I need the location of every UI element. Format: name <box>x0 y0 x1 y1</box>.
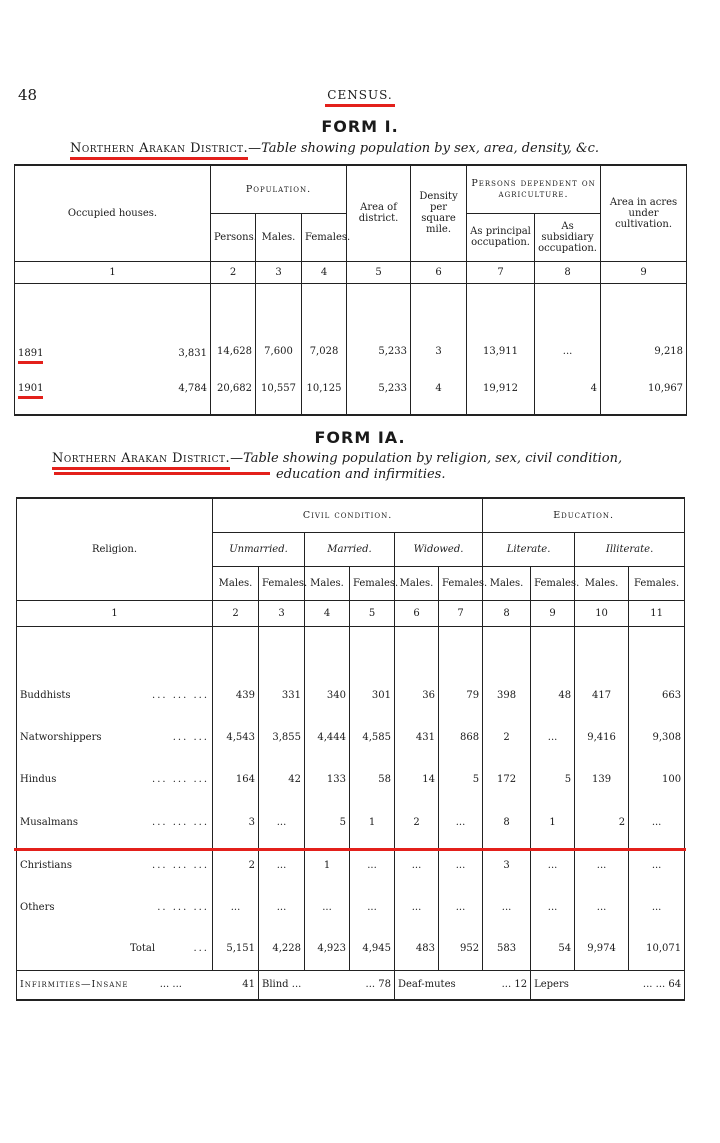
cell-value: 2 <box>213 844 259 886</box>
dependent-header: Persons dependent on agriculture. <box>467 165 601 213</box>
religion-header: Religion. <box>17 498 213 600</box>
density-value: 3 <box>411 303 467 363</box>
column-number: 6 <box>395 600 439 626</box>
cell-value: 5,151 <box>213 928 259 970</box>
cell-value: 3 <box>213 800 259 844</box>
cell-value: 331 <box>259 674 305 716</box>
infirmities-label: Infirmities—Insane <box>20 979 129 991</box>
cell-value: ... <box>531 886 575 928</box>
population-header: Population. <box>211 165 347 213</box>
form1-district: Northern Arakan District. <box>70 141 248 160</box>
cell-value: ... <box>350 844 395 886</box>
column-number: 7 <box>467 261 535 283</box>
form1-title: FORM I. <box>321 117 399 136</box>
cell-value: 952 <box>439 928 483 970</box>
cell-value: 4,228 <box>259 928 305 970</box>
cell-value: ... <box>629 800 685 844</box>
principal-value: 19,912 <box>467 363 535 415</box>
cell-value: 14 <box>395 758 439 800</box>
subsidiary-header: As subsidiary occupation. <box>535 213 601 261</box>
cell-value: ... <box>259 800 305 844</box>
annotation-underline <box>14 848 686 851</box>
dot-leader: ... ... ... <box>152 816 209 828</box>
cell-value: ... <box>483 886 531 928</box>
year-label: 1901 <box>18 383 43 399</box>
dot-leader: ... <box>193 943 209 955</box>
females-header: Females. <box>302 213 347 261</box>
cell-value: ... <box>259 886 305 928</box>
widowed-header: Widowed. <box>395 532 483 566</box>
cell-value: ... <box>439 886 483 928</box>
females-value: 10,125 <box>302 363 347 415</box>
occupied-houses-header: Occupied houses. <box>15 165 211 261</box>
dot-leader: ... <box>501 979 512 991</box>
religion-label: Hindus <box>20 773 57 785</box>
cultivation-value: 9,218 <box>601 303 687 363</box>
religion-label: Musalmans <box>20 816 78 828</box>
form1a-district: Northern Arakan District. <box>52 451 230 470</box>
dot-leader: ... ... <box>642 979 666 991</box>
column-number: 5 <box>347 261 411 283</box>
table-row <box>17 758 685 800</box>
dot-leader: ... <box>365 979 376 991</box>
males-header: Males. <box>575 566 629 600</box>
cultivation-header: Area in acres under cultivation. <box>601 165 687 261</box>
cell-value: 58 <box>350 758 395 800</box>
column-number: 10 <box>575 600 629 626</box>
form1-caption <box>70 141 599 156</box>
running-title: CENSUS. <box>0 88 720 102</box>
year-label: 1891 <box>18 348 43 364</box>
cell-value: 663 <box>629 674 685 716</box>
cell-value: 2 <box>395 800 439 844</box>
form1a-table <box>16 497 685 1001</box>
cell-value: 340 <box>305 674 350 716</box>
cell-value: ... <box>531 844 575 886</box>
religion-label: Christians <box>20 859 72 871</box>
cell-value: 3,855 <box>259 716 305 758</box>
table-row <box>17 716 685 758</box>
column-number: 3 <box>259 600 305 626</box>
dot-leader: ... ... ... <box>152 689 209 701</box>
dot-leader: .. ... ... <box>157 901 209 913</box>
religion-label: Buddhists <box>20 689 71 701</box>
page-number: 48 <box>18 86 38 104</box>
females-header: Females. <box>259 566 305 600</box>
cell-value: 139 <box>575 758 629 800</box>
form1a-description-line2: education and infirmities. <box>276 467 446 482</box>
unmarried-header: Unmarried. <box>213 532 305 566</box>
lepers-value: 64 <box>668 979 682 991</box>
cell-value: 439 <box>213 674 259 716</box>
civil-condition-header: Civil condition. <box>213 498 483 532</box>
cell-value: 4,444 <box>305 716 350 758</box>
table-row <box>17 886 685 928</box>
cell-value: 9,974 <box>575 928 629 970</box>
column-number: 2 <box>211 261 256 283</box>
annotation-underline <box>54 472 270 475</box>
cell-value: ... <box>395 886 439 928</box>
males-header: Males. <box>256 213 302 261</box>
cell-value: 301 <box>350 674 395 716</box>
total-label: Total <box>130 943 156 955</box>
column-number: 7 <box>439 600 483 626</box>
cell-value: 100 <box>629 758 685 800</box>
cell-value: 4,923 <box>305 928 350 970</box>
cell-value: ... <box>213 886 259 928</box>
cell-value: 583 <box>483 928 531 970</box>
cell-value: 2 <box>483 716 531 758</box>
column-number: 5 <box>350 600 395 626</box>
table-row <box>15 363 687 415</box>
form1a-caption <box>52 451 622 483</box>
persons-value: 14,628 <box>211 303 256 363</box>
males-header: Males. <box>395 566 439 600</box>
cell-value: ... <box>575 844 629 886</box>
area-value: 5,233 <box>347 303 411 363</box>
cell-value: ... <box>305 886 350 928</box>
houses-value: 3,831 <box>178 348 207 359</box>
column-number: 11 <box>629 600 685 626</box>
column-number: 3 <box>256 261 302 283</box>
column-number: 6 <box>411 261 467 283</box>
cell-value: ... <box>259 844 305 886</box>
column-number: 8 <box>535 261 601 283</box>
cell-value: 8 <box>483 800 531 844</box>
table-row <box>17 674 685 716</box>
cell-value: ... <box>575 886 629 928</box>
cell-value: 398 <box>483 674 531 716</box>
males-header: Males. <box>305 566 350 600</box>
females-header: Females. <box>350 566 395 600</box>
cell-value: 48 <box>531 674 575 716</box>
cell-value: 42 <box>259 758 305 800</box>
cell-value: 868 <box>439 716 483 758</box>
form1-description: —Table showing population by sex, area, density, &c. <box>248 141 600 156</box>
cell-value: 3 <box>483 844 531 886</box>
area-value: 5,233 <box>347 363 411 415</box>
cell-value: 431 <box>395 716 439 758</box>
cell-value: 172 <box>483 758 531 800</box>
subsidiary-value: ... <box>535 303 601 363</box>
column-number: 1 <box>15 261 211 283</box>
cell-value: 5 <box>531 758 575 800</box>
subsidiary-value: 4 <box>535 363 601 415</box>
cell-value: 4,543 <box>213 716 259 758</box>
cell-value: 79 <box>439 674 483 716</box>
dot-leader: ... ... ... <box>152 773 209 785</box>
deaf-mutes-label: Deaf-mutes <box>398 979 456 991</box>
cell-value: 10,071 <box>629 928 685 970</box>
males-header: Males. <box>483 566 531 600</box>
cell-value: 1 <box>531 800 575 844</box>
cell-value: 9,416 <box>575 716 629 758</box>
dot-leader: ... ... <box>172 731 209 743</box>
column-number: 2 <box>213 600 259 626</box>
cell-value: 5 <box>439 758 483 800</box>
dot-leader: ... ... ... <box>152 859 209 871</box>
cell-value: ... <box>629 844 685 886</box>
cell-value: ... <box>629 886 685 928</box>
cell-value: ... <box>439 800 483 844</box>
married-header: Married. <box>305 532 395 566</box>
cell-value: 417 <box>575 674 629 716</box>
cell-value: 164 <box>213 758 259 800</box>
females-header: Females. <box>629 566 685 600</box>
form1a-title: FORM IA. <box>314 428 406 447</box>
column-number: 9 <box>601 261 687 283</box>
cultivation-value: 10,967 <box>601 363 687 415</box>
infirmities-row <box>17 970 685 1000</box>
insane-value: 41 <box>242 979 255 991</box>
persons-header: Persons. <box>211 213 256 261</box>
cell-value: 4,585 <box>350 716 395 758</box>
form1-table <box>14 164 687 416</box>
cell-value: 5 <box>305 800 350 844</box>
cell-value: ... <box>531 716 575 758</box>
religion-label: Others <box>20 901 55 913</box>
education-header: Education. <box>483 498 685 532</box>
table-row <box>17 800 685 844</box>
form1a-description-line1: —Table showing population by religion, sex, civil condition, <box>230 451 623 466</box>
density-value: 4 <box>411 363 467 415</box>
column-number: 4 <box>302 261 347 283</box>
cell-value: ... <box>350 886 395 928</box>
column-number: 4 <box>305 600 350 626</box>
principal-value: 13,911 <box>467 303 535 363</box>
density-header: Density per square mile. <box>411 165 467 261</box>
cell-value: 2 <box>575 800 629 844</box>
principal-header: As principal occupation. <box>467 213 535 261</box>
cell-value: 1 <box>350 800 395 844</box>
males-value: 10,557 <box>256 363 302 415</box>
cell-value: 133 <box>305 758 350 800</box>
cell-value: 483 <box>395 928 439 970</box>
column-number: 9 <box>531 600 575 626</box>
column-number: 1 <box>17 600 213 626</box>
blind-label: Blind ... <box>262 979 302 991</box>
religion-label: Natworshippers <box>20 731 102 743</box>
cell-value: ... <box>395 844 439 886</box>
cell-value: 1 <box>305 844 350 886</box>
cell-value: 36 <box>395 674 439 716</box>
cell-value: 54 <box>531 928 575 970</box>
females-header: Females. <box>531 566 575 600</box>
dot-leader: ... ... <box>159 979 182 991</box>
cell-value: ... <box>439 844 483 886</box>
males-value: 7,600 <box>256 303 302 363</box>
illiterate-header: Illiterate. <box>575 532 685 566</box>
area-header: Area of district. <box>347 165 411 261</box>
table-row <box>15 303 687 363</box>
column-number: 8 <box>483 600 531 626</box>
females-header: Females. <box>439 566 483 600</box>
cell-value: 9,308 <box>629 716 685 758</box>
cell-value: 4,945 <box>350 928 395 970</box>
total-row <box>17 928 685 970</box>
persons-value: 20,682 <box>211 363 256 415</box>
females-value: 7,028 <box>302 303 347 363</box>
males-header: Males. <box>213 566 259 600</box>
deaf-mutes-value: 12 <box>514 979 528 991</box>
blind-value: 78 <box>378 979 391 991</box>
houses-value: 4,784 <box>178 383 207 394</box>
lepers-label: Lepers <box>534 979 569 991</box>
literate-header: Literate. <box>483 532 575 566</box>
